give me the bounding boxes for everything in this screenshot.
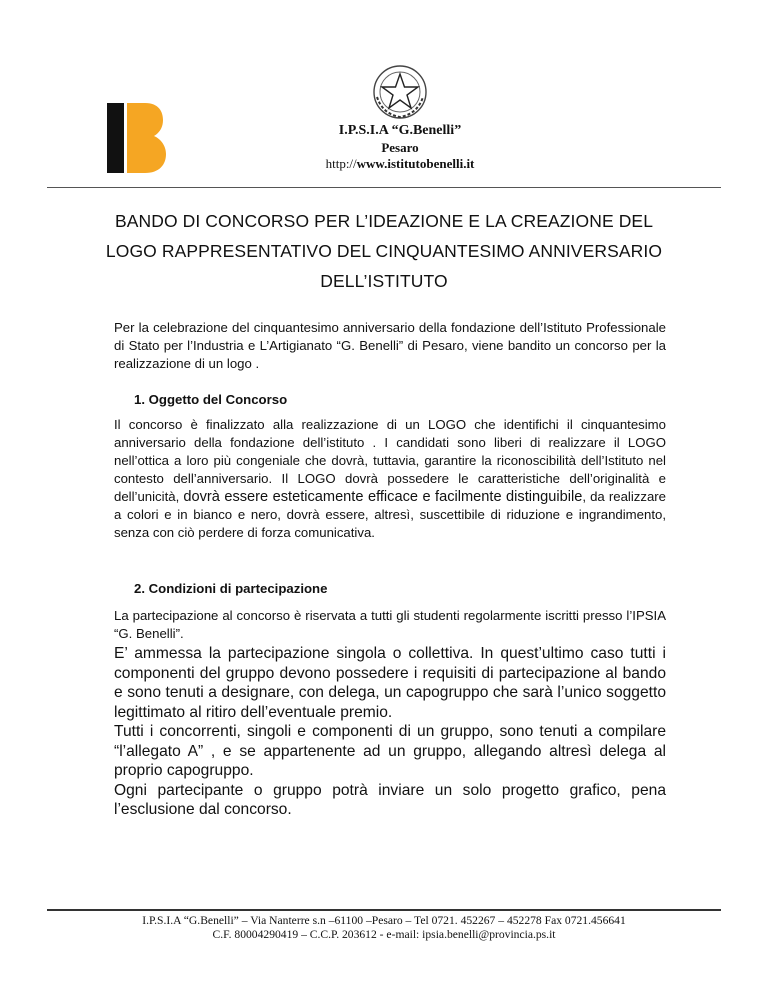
website-host: www.istitutobenelli.it (356, 156, 475, 171)
institute-city: Pesaro (381, 140, 419, 155)
section-2-paragraph-2: Tutti i concorrenti, singoli e componenti di un gruppo, sono tenuti a compilare “l’allegato A” , e se appartenente ad un gruppo, allegando altresì delega al proprio capogruppo. (114, 723, 666, 779)
section-1-paragraph (114, 416, 666, 542)
section-2-body (114, 644, 666, 820)
website-prefix: http:// (325, 156, 357, 171)
header-divider (47, 187, 721, 188)
section-1-text-b: dovrà essere esteticamente efficace e facilmente distinguibile (183, 489, 583, 505)
section-2-paragraph-1: E’ ammessa la partecipazione singola o collettiva. In quest’ultimo caso tutti i componenti del gruppo devono possedere i requisiti di partecipazione al bando e sono tenuti a designare, con delega, un capogruppo che sarà l’unico soggetto legittimato al ritiro dell’eventuale premio. (114, 645, 666, 721)
school-logo (107, 103, 167, 173)
footer-fiscal: C.F. 80004290419 – C.C.P. 203612 - e-mail: ipsia.benelli@provincia.ps.it (212, 928, 556, 941)
republic-emblem (371, 63, 429, 121)
section-2-eligibility: La partecipazione al concorso è riservata a tutti gli studenti regolarmente iscritti presso l’IPSIA “G. Benelli”. (114, 608, 666, 641)
document-title (60, 206, 708, 296)
institute-name: I.P.S.I.A “G.Benelli” (338, 123, 462, 138)
section-1-text-c: , da realizzare a colori e in bianco e nero, dovrà essere, altresì, suscettibile di riduzione e ingrandimento, senza con ciò perdere di forza comunicativa. (114, 489, 667, 540)
title-line-3: DELL’ISTITUTO (320, 271, 448, 291)
footer-address: I.P.S.I.A “G.Benelli” – Via Nanterre s.n –61100 –Pesaro – Tel 0721. 452267 – 452278 Fax 0721.456641 (142, 914, 626, 927)
section-2-heading: 2. Condizioni di partecipazione (134, 581, 328, 596)
title-line-1: BANDO DI CONCORSO PER L’IDEAZIONE E LA CREAZIONE DEL (114, 211, 654, 231)
intro-paragraph: Per la celebrazione del cinquantesimo anniversario della fondazione dell’Istituto Professionale di Stato per l’Industria e L’Artigianato “G. Benelli” di Pesaro, viene bandito un concorso per la realizzazione di un logo . (114, 320, 666, 371)
institute-website[interactable] (250, 156, 550, 172)
footer-divider (47, 909, 721, 911)
section-2-paragraph-3: Ogni partecipante o gruppo potrà inviare un solo progetto grafico, pena l’esclusione dal concorso. (114, 781, 666, 818)
title-line-2: LOGO RAPPRESENTATIVO DEL CINQUANTESIMO ANNIVERSARIO (105, 241, 663, 261)
section-1-text-a: Il concorso è finalizzato alla realizzazione di un LOGO che identifichi il cinquantesimo anniversario della fondazione dell’istituto . I candidati sono liberi di realizzare il LOGO nell’ottica a loro più congeniale che dovrà, tuttavia, garantire la riconoscibilità dell’Istituto nel contesto dell’anniversario. Il LOGO dovrà possedere le caratteristiche dell’originalità e dell’unicità, (114, 417, 666, 504)
section-1-heading: 1. Oggetto del Concorso (134, 392, 288, 407)
